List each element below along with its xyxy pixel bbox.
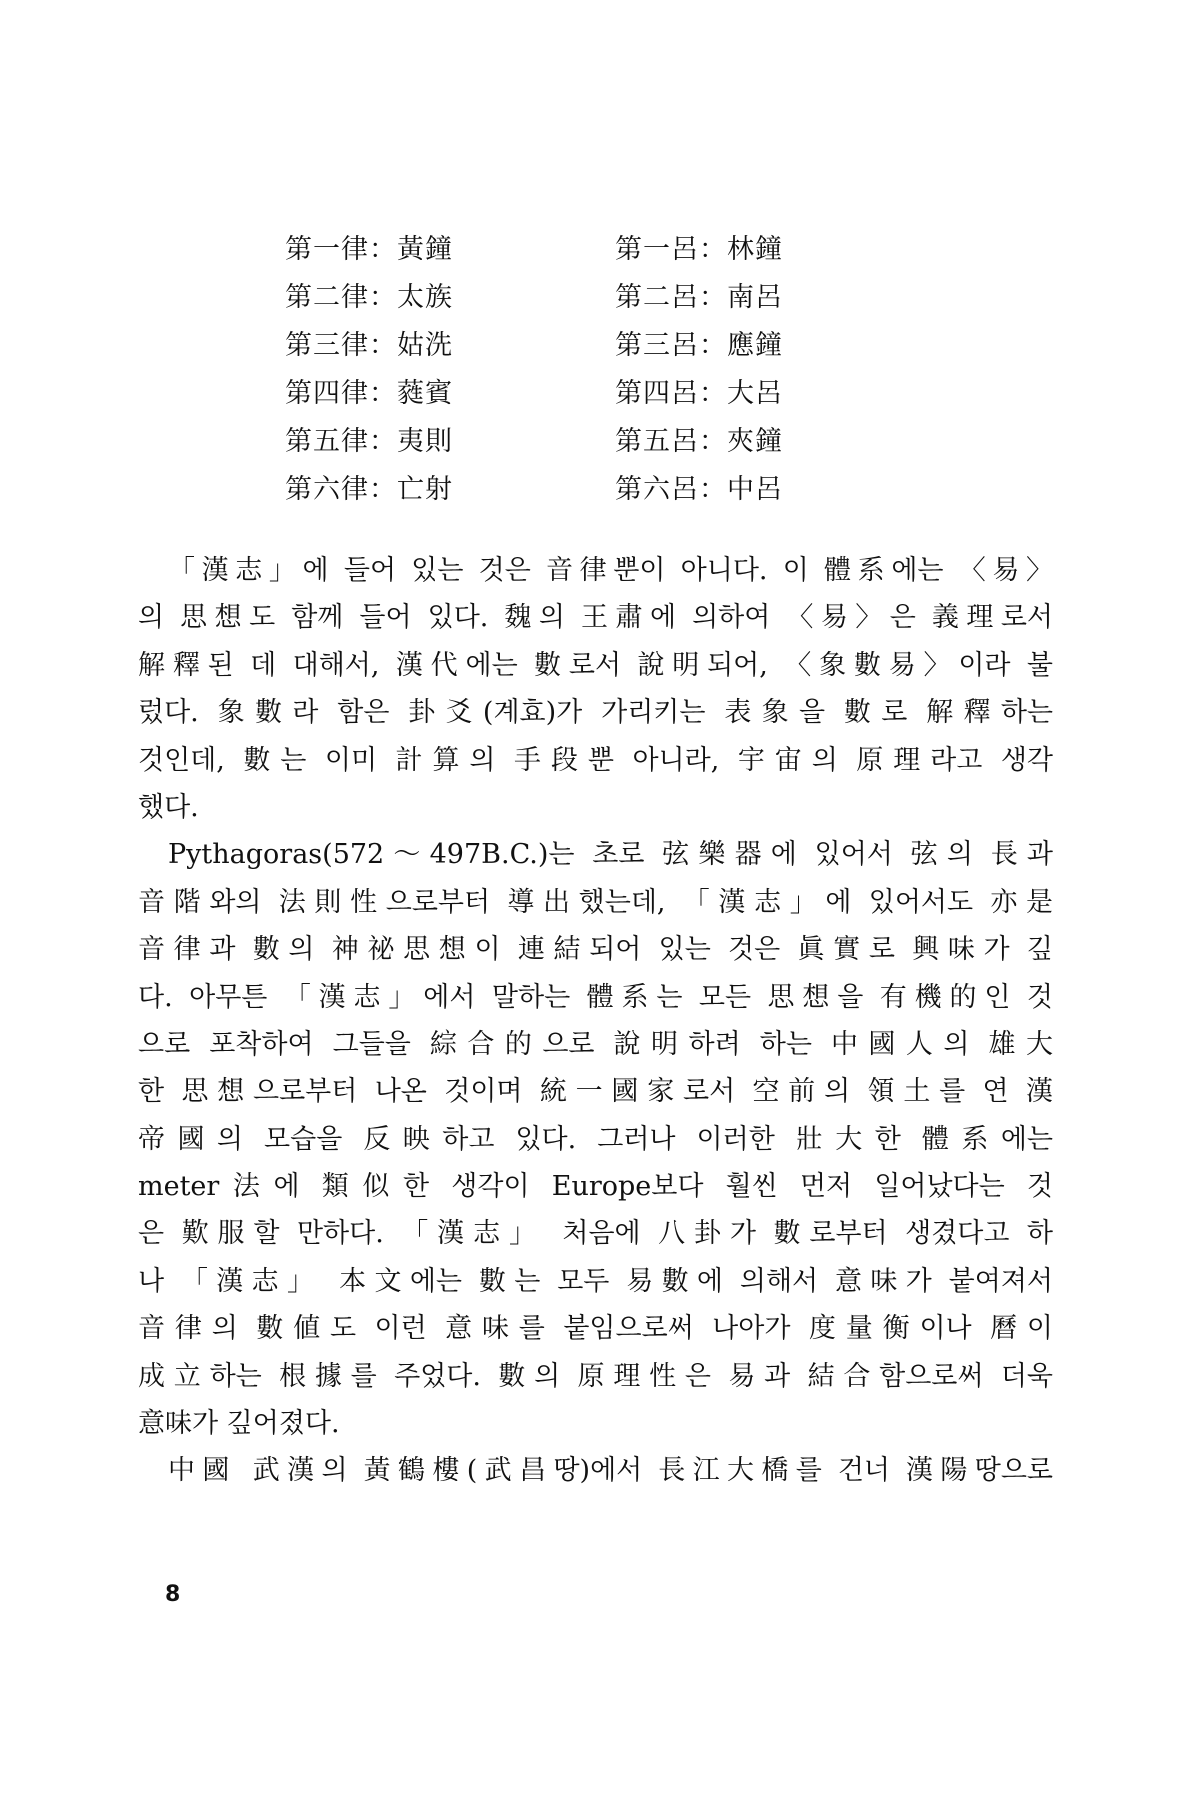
text-line: 것인데, 數는 이미 計算의 手段뿐 아니라, 宇宙의 原理라고 생각 xyxy=(138,744,1053,776)
yang-pitch-entry: 第四律：蕤賓 xyxy=(285,377,453,409)
yang-pitch-entry: 第五律：夷則 xyxy=(285,425,453,457)
text-line: 했다. xyxy=(138,791,199,823)
yang-pitch-entry: 第六律：亡射 xyxy=(285,473,453,505)
page-number: 8 xyxy=(165,1582,181,1607)
yin-pitch-entry: 第三呂：應鐘 xyxy=(615,329,783,361)
pitch-pipe-list xyxy=(285,222,925,510)
list-row xyxy=(285,462,925,510)
text-line: 解釋된 데 대해서, 漢代에는 數로서 說明되어, 〈象數易〉이라 불 xyxy=(138,649,1053,681)
list-row xyxy=(285,414,925,462)
text-line: 한 思想으로부터 나온 것이며 統一國家로서 空前의 領土를 연 漢 xyxy=(138,1076,1053,1108)
text-line: meter法에 類似한 생각이 Europe보다 훨씬 먼저 일어났다는 것 xyxy=(138,1171,1053,1203)
yang-pitch-entry: 第三律：姑洗 xyxy=(285,329,453,361)
yin-pitch-entry: 第五呂：夾鐘 xyxy=(615,425,783,457)
text-line: 은 歎服할 만하다. 「漢志」 처음에 八卦가 數로부터 생겼다고 하 xyxy=(138,1218,1053,1250)
text-line: 意味가 깊어졌다. xyxy=(138,1408,340,1440)
yin-pitch-entry: 第四呂：大呂 xyxy=(615,377,783,409)
text-line: 音階와의 法則性으로부터 導出했는데, 「漢志」에 있어서도 亦是 xyxy=(138,886,1053,918)
text-line: Pythagoras(572～497B.C.)는 초로 弦樂器에 있어서 弦의 長과 xyxy=(168,839,1053,871)
text-line: 帝國의 모습을 反映하고 있다. 그러나 이러한 壯大한 體系에는 xyxy=(138,1123,1053,1155)
yin-pitch-entry: 第六呂：中呂 xyxy=(615,473,783,505)
text-line: 렀다. 象數라 함은 卦爻(계효)가 가리키는 表象을 數로 解釋하는 xyxy=(138,697,1053,729)
text-line: 「漢志」에 들어 있는 것은 音律뿐이 아니다. 이 體系에는 〈易〉 xyxy=(168,555,1053,586)
yin-pitch-entry: 第二呂：南呂 xyxy=(615,281,783,313)
list-row xyxy=(285,318,925,366)
list-row xyxy=(285,366,925,414)
yang-pitch-entry: 第一律：黃鐘 xyxy=(285,233,453,265)
text-line: 다. 아무튼 「漢志」에서 말하는 體系는 모든 思想을 有機的인 것 xyxy=(138,981,1053,1013)
text-line: 나 「漢志」 本文에는 數는 모두 易數에 의해서 意味가 붙여져서 xyxy=(138,1265,1053,1297)
text-line: 成立하는 根據를 주었다. 數의 原理性은 易과 結合함으로써 더욱 xyxy=(138,1360,1053,1392)
text-line: 音律과 數의 神祕思想이 連結되어 있는 것은 眞實로 興味가 깊 xyxy=(138,934,1053,966)
yin-pitch-entry: 第一呂：林鐘 xyxy=(615,233,783,265)
text-line: 音律의 數値도 이런 意味를 붙임으로써 나아가 度量衡이나 曆이 xyxy=(138,1313,1053,1345)
body-text xyxy=(138,547,1053,1495)
list-row xyxy=(285,222,925,270)
list-row xyxy=(285,270,925,318)
yang-pitch-entry: 第二律：太族 xyxy=(285,281,453,313)
text-line: 의 思想도 함께 들어 있다. 魏의 王肅에 의하여 〈易〉은 義理로서 xyxy=(138,602,1053,634)
text-line: 中國 武漢의 黃鶴樓(武昌땅)에서 長江大橋를 건너 漢陽땅으로 xyxy=(168,1455,1053,1487)
text-line: 으로 포착하여 그들을 綜合的으로 說明하려 하는 中國人의 雄大 xyxy=(138,1028,1053,1060)
